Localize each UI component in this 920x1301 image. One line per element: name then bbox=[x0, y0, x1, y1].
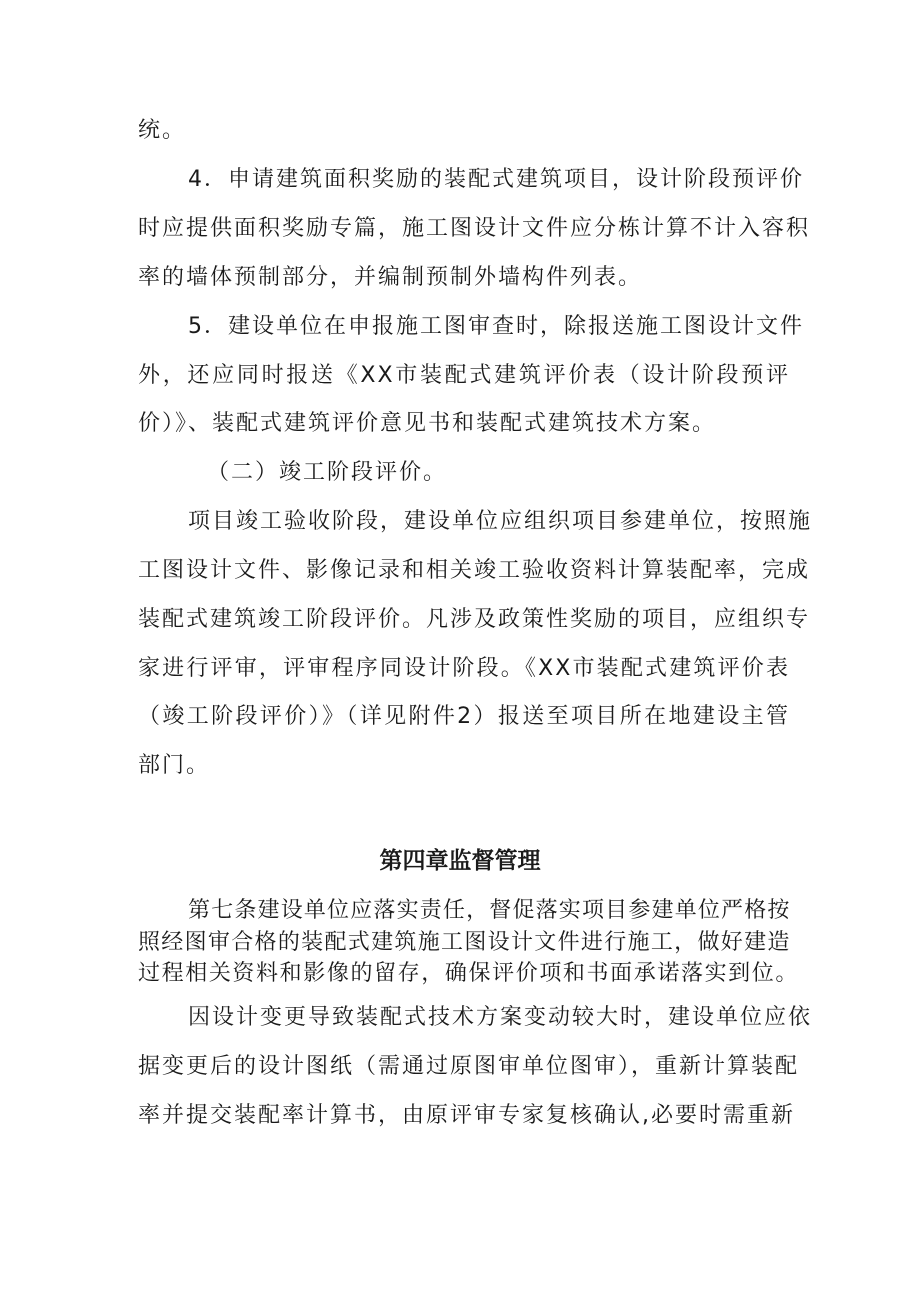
paragraph-line: 装配式建筑竣工阶段评价。凡涉及政策性奖励的项目，应组织专 bbox=[138, 607, 811, 632]
paragraph-line: 部门。 bbox=[138, 753, 211, 778]
paragraph-line: 4．申请建筑面积奖励的装配式建筑项目，设计阶段预评价 bbox=[188, 167, 804, 192]
paragraph-line: 工图设计文件、影像记录和相关竣工验收资料计算装配率，完成 bbox=[138, 558, 811, 583]
paragraph-line: 据变更后的设计图纸（需通过原图审单位图审），重新计算装配 bbox=[138, 1054, 800, 1079]
section-heading: （二）竣工阶段评价。 bbox=[207, 460, 448, 485]
paragraph-line: 因设计变更导致装配式技术方案变动较大时，建设单位应依 bbox=[188, 1005, 813, 1030]
paragraph-line: 率的墙体预制部分，并编制预制外墙构件列表。 bbox=[138, 265, 643, 290]
paragraph-line: 第七条建设单位应落实责任，督促落实项目参建单位严格按 bbox=[188, 898, 790, 923]
paragraph-line: 外，还应同时报送《XX市装配式建筑评价表（设计阶段预评 bbox=[138, 363, 790, 388]
paragraph-line: 率并提交装配率计算书，由原评审专家复核确认,必要时需重新 bbox=[138, 1103, 795, 1128]
paragraph-line: 价）》、装配式建筑评价意见书和装配式建筑技术方案。 bbox=[138, 411, 717, 436]
paragraph-line: 5．建设单位在申报施工图审查时，除报送施工图设计文件 bbox=[188, 314, 804, 339]
paragraph-line: 时应提供面积奖励专篇，施工图设计文件应分栋计算不计入容积 bbox=[138, 216, 811, 241]
chapter-title: 第四章监督管理 bbox=[379, 848, 541, 874]
paragraph-line: 统。 bbox=[138, 118, 187, 143]
paragraph-line: 照经图审合格的装配式建筑施工图设计文件进行施工，做好建造 bbox=[138, 930, 790, 955]
paragraph-line: （竣工阶段评价）》（详见附件2）报送至项目所在地建设主管 bbox=[138, 704, 790, 729]
paragraph-line: 家进行评审，评审程序同设计阶段。《XX市装配式建筑评价表 bbox=[138, 656, 790, 681]
paragraph-line: 过程相关资料和影像的留存，确保评价项和书面承诺落实到位。 bbox=[138, 961, 798, 986]
paragraph-line: 项目竣工验收阶段，建设单位应组织项目参建单位，按照施 bbox=[188, 509, 813, 534]
